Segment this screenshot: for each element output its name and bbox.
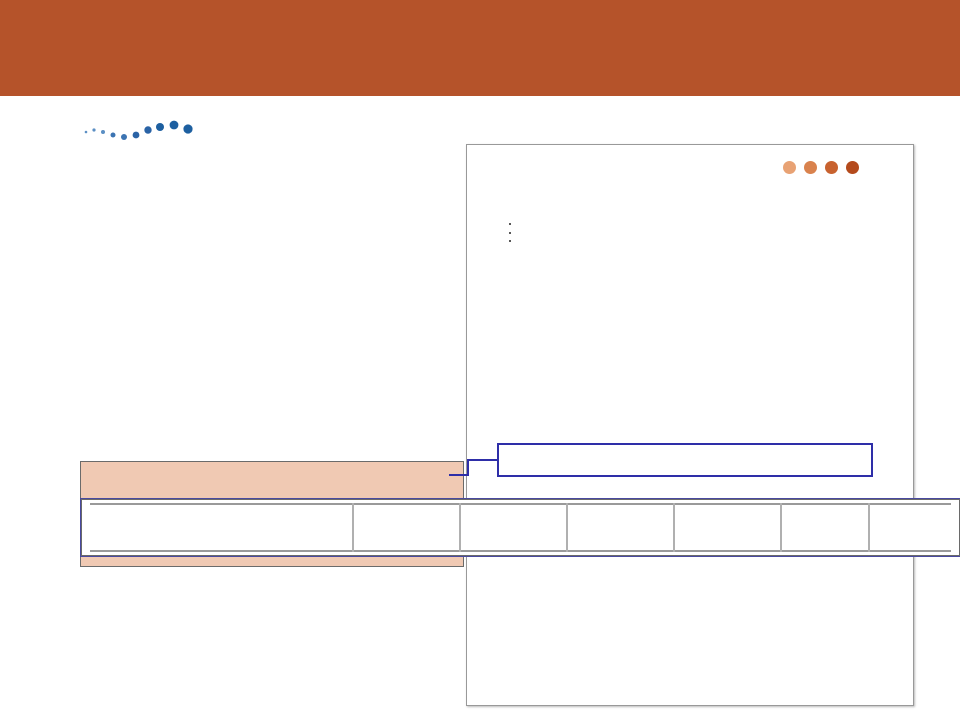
sample-report-page [466, 144, 914, 706]
report-dot [783, 161, 796, 174]
report-list-item [519, 229, 879, 238]
header-band [0, 0, 960, 96]
report-dots [783, 161, 867, 179]
bullet-list [90, 284, 450, 298]
report-dot [825, 161, 838, 174]
zoomed-table-row [81, 499, 960, 556]
report-dot [846, 161, 859, 174]
report-list-item [519, 237, 879, 246]
callout-highlight-box [497, 443, 873, 477]
report-dot [804, 161, 817, 174]
epic-edge-logo-dots [80, 118, 200, 174]
report-list-item [519, 220, 879, 229]
report-list [511, 220, 879, 246]
